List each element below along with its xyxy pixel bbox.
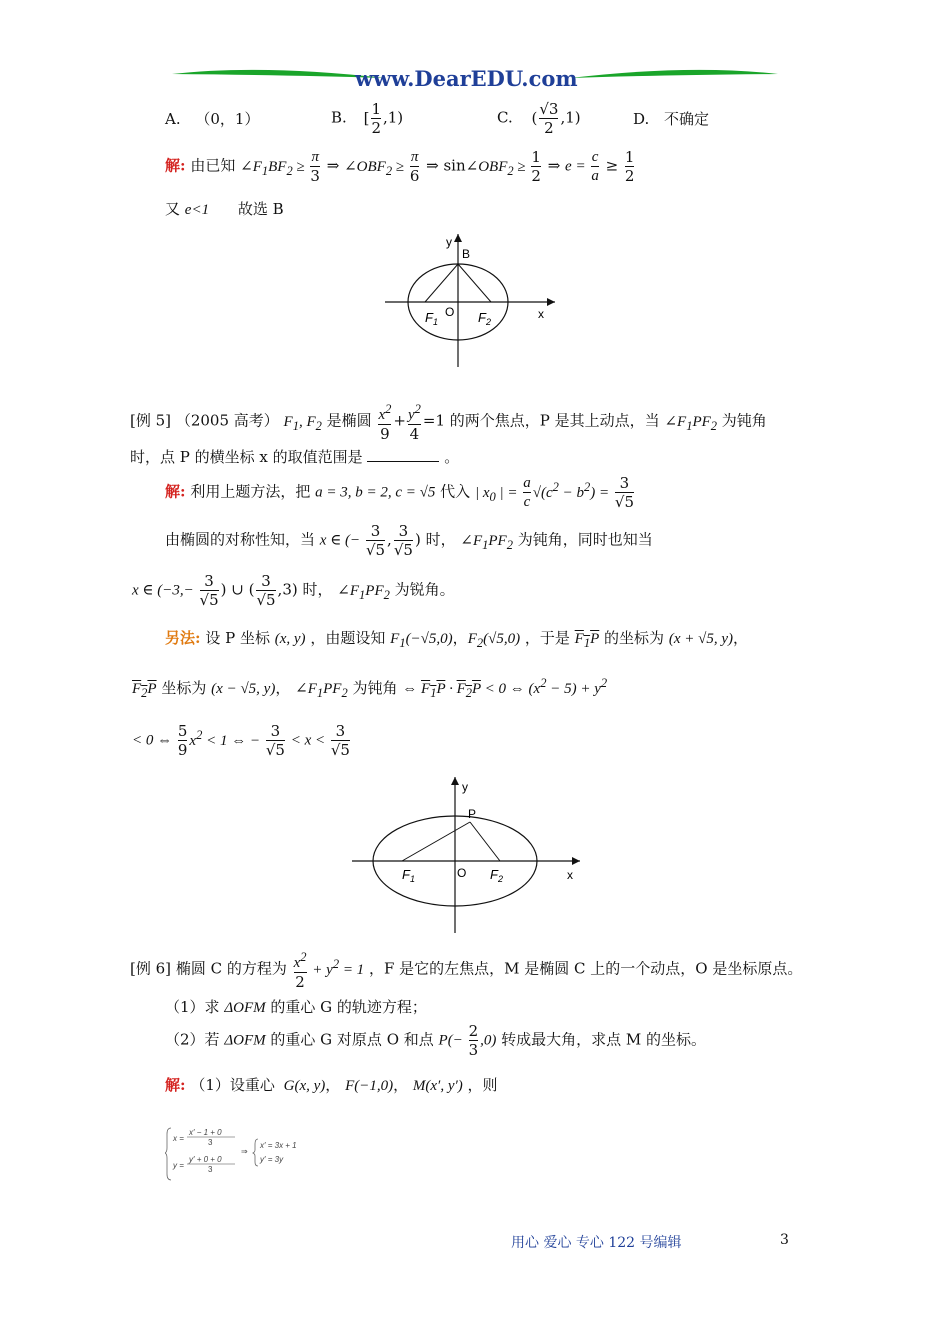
answer-blank [367, 447, 439, 462]
svg-text:y′ + 0 + 0: y′ + 0 + 0 [189, 1155, 222, 1164]
svg-text:⇒: ⇒ [241, 1147, 248, 1156]
x-axis-arrow [547, 298, 555, 306]
label-o: O [445, 305, 455, 319]
example-5-solution-mid: 代入 [440, 482, 471, 501]
symmetry-text: 由椭圆的对称性知，当 [165, 530, 316, 549]
label-b: B [462, 247, 471, 261]
option-a-label: A. [165, 110, 181, 128]
coord-label: 坐标为 [161, 679, 207, 697]
option-b: B. [ $\frac{1}{2}$ ,1) [331, 100, 404, 137]
footer-editor: 用心 爱心 专心 122 号编辑 [511, 1235, 682, 1251]
option-b-label: B. [331, 108, 347, 127]
example-5-question-text: 时，点 P 的横坐标 x 的取值范围是 [130, 448, 363, 466]
equation-system [165, 1124, 325, 1184]
example-5-acute: x ∈ (−3,− $\frac{3}{√5}$ ) ∪ ( $\frac{3}{√5}$ ,3) 时， $\angle F_1PF_2$ 为锐角。 [132, 572, 455, 609]
example-5-solution: 解: 利用上题方法，把 a = 3, b = 2, c = √5 代入 | $x_0$ | = $\frac{a}{c}$ $√(c^2 - b^2)$ = $\frac{3}{√5}$ [165, 474, 634, 511]
conclusion-prefix: 又 [165, 200, 181, 218]
question-1-prefix: （1）求 [165, 998, 220, 1016]
solution-4: 解: 由已知 $\angle F_1BF_2$ ≥ $\frac{\pi}{3}$ ⇒ $\angle OBF_2$ ≥ $\frac{\pi}{6}$ ⇒ $\sin\angle OBF_2$ ≥ $\frac{1}{2}$ ⇒ e = $\frac{c}{a}$ ≥ $\frac{1}{2}$ [165, 148, 635, 185]
example-5-symmetry: 由椭圆的对称性知，当 x ∈ (− $\frac{3}{√5}$ , $\frac{3}{√5}$ ) 时， $\angle F_1PF_2$ 为钝角，同时也知当 [165, 522, 653, 559]
label-y: y [462, 780, 468, 794]
example-5-year: （2005 高考） [175, 411, 279, 430]
option-d-value: 不确定 [664, 110, 710, 128]
solution-label: 解: [165, 156, 186, 175]
y-axis-arrow [454, 234, 462, 242]
solution-4-conclusion [165, 198, 284, 219]
ellipse-figure-1 [380, 232, 560, 372]
label-o: O [457, 866, 467, 880]
label-f1: $F_1$ [402, 867, 415, 884]
left-swoosh [172, 70, 385, 78]
example-5-solution-text: 利用上题方法，把 [190, 482, 311, 501]
example-6-solution: 解: （1）设重心 G(x, y)， F(−1,0)， M(x′, y′) ，则 [165, 1076, 498, 1094]
symmetry-end: 为钝角，同时也知当 [517, 530, 653, 549]
y-axis-arrow [451, 777, 459, 785]
label-x: x [538, 307, 544, 321]
conclusion-choice: 故选 B [237, 200, 284, 218]
line-f2-p [470, 822, 500, 861]
label-y: y [446, 235, 452, 249]
obtuse-text: 为钝角 [352, 679, 398, 697]
label-x: x [567, 868, 573, 882]
example-5-solution-label: 解: [165, 482, 186, 501]
example-5-period: 。 [444, 448, 460, 466]
option-d [633, 108, 709, 129]
svg-text:x′ = 3x + 1: x′ = 3x + 1 [260, 1141, 297, 1150]
alternative-text: 设 P 坐标 [205, 629, 270, 647]
question-2-prefix: （2）若 [165, 1030, 220, 1049]
example-6-text2: ，F 是它的左焦点，M 是椭圆 C 上的一个动点，O 是坐标原点。 [368, 959, 803, 978]
label-p: P [468, 807, 477, 821]
alternative-mid2: ，于是 [524, 629, 570, 647]
conclusion-math: e<1 [184, 202, 210, 218]
example-5-alternative: 另法: 设 P 坐标 (x, y) ，由题设知 $F_1(-√5,0)$，$F_2(√5,0)$ ，于是 $F_1P$ 的坐标为 (x + √5, y)， [165, 629, 749, 650]
option-c-label: C. [497, 108, 513, 127]
example-6-solution-label: 解: [165, 1076, 186, 1094]
option-a [165, 108, 259, 129]
question-2-end: 转成最大角，求点 M 的坐标。 [501, 1030, 707, 1049]
example-6-tag: [例 6] [130, 959, 172, 978]
example-5-part3: 为钝角 [721, 411, 767, 430]
label-f2: $F_2$ [478, 310, 491, 327]
example-5-statement: [例 5] （2005 高考） $F_1$, $F_2$ 是椭圆 $\frac{x^2}{9}$ + $\frac{y^2}{4}$ =1 的两个焦点，P 是其上动点，当 $\angle F_1PF_2$ 为钝角 [130, 402, 767, 443]
example-6-statement: [例 6] 椭圆 C 的方程为 $\frac{x^2}{2}$ + $y^2 = 1$ ，F 是它的左焦点，M 是椭圆 C 上的一个动点，O 是坐标原点。 [130, 950, 803, 991]
alternative-mid: ，由题设知 [310, 629, 386, 647]
page-number: 3 [780, 1232, 789, 1248]
example-5-tag: [例 5] [130, 411, 172, 430]
example-5-question [130, 446, 459, 467]
example-6-question-1: （1）求 ΔOFM 的重心 G 的轨迹方程； [165, 998, 427, 1016]
label-f1: $F_1$ [425, 310, 438, 327]
site-header[interactable]: www.DearEDU.com [355, 66, 578, 91]
example-6-solution-text: （1）设重心 [190, 1076, 275, 1094]
svg-text:y =: y = [173, 1161, 184, 1170]
svg-text:x =: x = [173, 1134, 184, 1143]
acute-mid: 时， [302, 580, 333, 599]
option-c: C. ( $\frac{√3}{2}$ ,1) [497, 100, 581, 137]
line-f1-b [425, 264, 458, 302]
right-swoosh [570, 70, 778, 78]
svg-text:y′ = 3y: y′ = 3y [260, 1155, 284, 1164]
example-6-text1: 椭圆 C 的方程为 [175, 959, 287, 978]
example-5-part1: 是椭圆 [326, 411, 372, 430]
question-1-end: 的重心 G 的轨迹方程； [270, 998, 427, 1016]
example-5-part2: 的两个焦点，P 是其上动点，当 [449, 411, 660, 430]
svg-text:x′ − 1 + 0: x′ − 1 + 0 [189, 1128, 222, 1137]
question-2-mid: 的重心 G 对原点 O 和点 [270, 1030, 434, 1049]
example-5-vector-line: $F_2P$ 坐标为 (x − √5, y)， $\angle F_1PF_2$ 为钝角 ⇔ $F_1P \cdot F_2P < 0$ ⇔ $(x^2 - 5) + y^2$ [132, 676, 608, 700]
example-6-solution-end: ，则 [467, 1076, 498, 1094]
alternative-end: 的坐标为 [604, 629, 665, 647]
symmetry-mid: 时， [425, 530, 456, 549]
x-axis-arrow [572, 857, 580, 865]
acute-end: 为锐角。 [394, 580, 455, 599]
example-6-question-2: （2）若 ΔOFM 的重心 G 对原点 O 和点 P(− $\frac{2}{3}$ ,0) 转成最大角，求点 M 的坐标。 [165, 1022, 707, 1059]
svg-text:3: 3 [208, 1138, 213, 1147]
alternative-label: 另法: [165, 629, 201, 647]
solution-text: 由已知 [190, 156, 236, 175]
svg-text:3: 3 [208, 1165, 213, 1174]
line-f2-b [458, 264, 491, 302]
line-f1-p [402, 822, 470, 861]
option-d-label: D. [633, 110, 650, 128]
ellipse-figure-2 [350, 775, 585, 935]
example-5-inequality: < 0 ⇔ $\frac{5}{9}$ $x^2 < 1$ ⇔ − $\frac{3}{√5}$ < x < $\frac{3}{√5}$ [132, 722, 350, 759]
option-a-value: （0，1） [195, 110, 260, 128]
label-f2: $F_2$ [490, 867, 503, 884]
